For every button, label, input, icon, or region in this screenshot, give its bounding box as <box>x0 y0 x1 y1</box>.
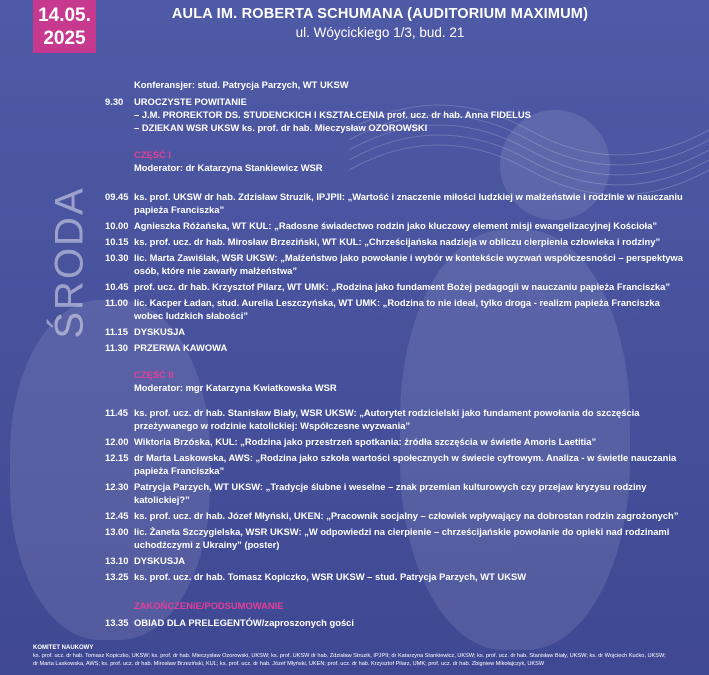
list-item: 11.00 lic. Kacper Ładan, stud. Aurelia Leszczyńska, WT UMK: „Rodzina to nie ideał, tylko droga - realizm papieża Franciszka wobec ludzkich słabości” <box>105 297 660 321</box>
opening-line: – J.M. PROREKTOR DS. STUDENCKICH I KSZTAŁCENIA prof. ucz. dr hab. Anna FIDELUS <box>134 109 531 120</box>
committee-line: dr Marta Laskowska, AWS; ks. prof. ucz. dr hab. Mirosław Brzeziński, KUL; ks. prof. ucz. dr hab. Józef Młyński, UKEN; prof. ucz. dr hab. Krzysztof Pilarz, UMK; prof. ucz. dr hab. Zbigniew Mikołajczyk, UKSW <box>33 661 545 667</box>
closing-text: OBIAD DLA PRELEGENTÓW/zaproszonych gości <box>134 617 354 628</box>
closing-row <box>105 616 685 629</box>
closing-label: ZAKOŃCZENIE/PODSUMOWANIE <box>134 600 284 611</box>
opening-row <box>105 95 685 134</box>
list-item: 10.15 ks. prof. ucz. dr hab. Mirosław Brzeziński, WT KUL: „Chrześcijańska nadzieja w obliczu cierpienia człowieka i rodziny” <box>105 236 661 247</box>
list-item: 12.15 dr Marta Laskowska, AWS: „Rodzina jako szkoła wartości społecznych w świecie cyfrowym. Analiza - w świetle nauczania papieża Franciszka” <box>105 452 677 476</box>
list-item: 11.45 ks. prof. ucz. dr hab. Stanisław Biały, WSR UKSW: „Autorytet rodzicielski jako fundament powołania do szczęścia przeżywanego w rodzinie katolickiej: Współczesne wyzwania” <box>105 407 640 431</box>
part1-moderator: Moderator: dr Katarzyna Stankiewicz WSR <box>134 162 323 173</box>
opening-time: 9.30 <box>105 96 124 107</box>
program <box>105 78 685 629</box>
opening-line: UROCZYSTE POWITANIE <box>134 96 247 107</box>
part2-label: CZĘŚĆ II <box>134 369 174 380</box>
list-item: 13.25 ks. prof. ucz. dr hab. Tomasz Kopiczko, WSR UKSW – stud. Patrycja Parzych, WT UKSW <box>105 571 527 582</box>
date-badge <box>33 0 96 53</box>
date-day-month: 14.05. <box>38 4 91 26</box>
venue-address: ul. Wóycickiego 1/3, bud. 21 <box>295 25 465 40</box>
list-item: 12.45 ks. prof. ucz. dr hab. Józef Młyński, UKEN: „Pracownik socjalny – człowiek wpływający na dobrostan rodzin zagrożonych” <box>105 510 679 521</box>
list-item: 11.30 PRZERWA KAWOWA <box>105 342 228 353</box>
list-item: 13.10 DYSKUSJA <box>105 555 186 566</box>
scientific-committee <box>33 644 701 668</box>
list-item: 10.00 Agnieszka Różańska, WT KUL: „Radosne świadectwo rodzin jako kluczowy element misji ewangelizacyjnej Kościoła” <box>105 220 658 231</box>
date-year: 2025 <box>43 27 86 49</box>
opening-line: – DZIEKAN WSR UKSW ks. prof. dr hab. Mieczysław OZOROWSKI <box>134 122 428 133</box>
weekday-label: ŚRODA <box>47 186 92 339</box>
conferencier: Konferansjer: stud. Patrycja Parzych, WT UKSW <box>134 79 349 90</box>
part2-moderator: Moderator: mgr Katarzyna Kwiatkowska WSR <box>134 382 337 393</box>
closing-time: 13.35 <box>105 617 129 628</box>
list-item: 10.45 prof. ucz. dr hab. Krzysztof Pilarz, WT UMK: „Rodzina jako fundament Bożej pedagogii w nauczaniu papieża Franciszka” <box>105 281 671 292</box>
list-item: 12.00 Wiktoria Brzóska, KUL: „Rodzina jako przestrzeń spotkania: źródła szczęścia w świetle Amoris Laetitia” <box>105 436 597 447</box>
list-item: 11.15 DYSKUSJA <box>105 326 186 337</box>
list-item: 10.30 lic. Marta Zawiślak, WSR UKSW: „Małżeństwo jako powołanie i wybór w kontekście wyzwań współczesności – perspektywa osób, które nie zawarły małżeństwa” <box>105 252 683 276</box>
committee-heading: KOMITET NAUKOWY <box>33 645 94 651</box>
venue-name: AULA IM. ROBERTA SCHUMANA (AUDITORIUM MAXIMUM) <box>171 6 589 22</box>
list-item: 13.00 lic. Żaneta Szczygielska, WSR UKSW: „W odpowiedzi na cierpienie – chrześcijańskie powołanie do opieki nad rodzinami uchodźczymi z Ukrainy” (poster) <box>105 526 670 550</box>
venue-header <box>130 6 630 40</box>
committee-line: ks. prof. ucz. dr hab. Tomasz Kopiczko, UKSW; ks. prof. dr hab. Mieczysław Ozorowski, UKSW; ks. prof. UKSW dr hab. Zdzisław Struzik, IPJPII; dr Katarzyna Stankiewicz, UKSW; ks. prof. ucz. dr hab. Stanisław Biały, UKSW; ks. dr Wojciech Kućko, UKSW; <box>33 653 666 659</box>
conferencier-row <box>105 78 685 91</box>
part1-label: CZĘŚĆ I <box>134 149 171 160</box>
list-item: 12.30 Patrycja Parzych, WT UKSW: „Tradycje ślubne i weselne – znak przemian kulturowych czy przejaw kryzysu rodziny katolickiej?” <box>105 481 647 505</box>
list-item: 09.45 ks. prof. UKSW dr hab. Zdzisław Struzik, IPJPII: „Wartość i znaczenie miłości ludzkiej w małżeństwie i rodzinie w nauczaniu papieża Franciszka” <box>105 191 683 215</box>
